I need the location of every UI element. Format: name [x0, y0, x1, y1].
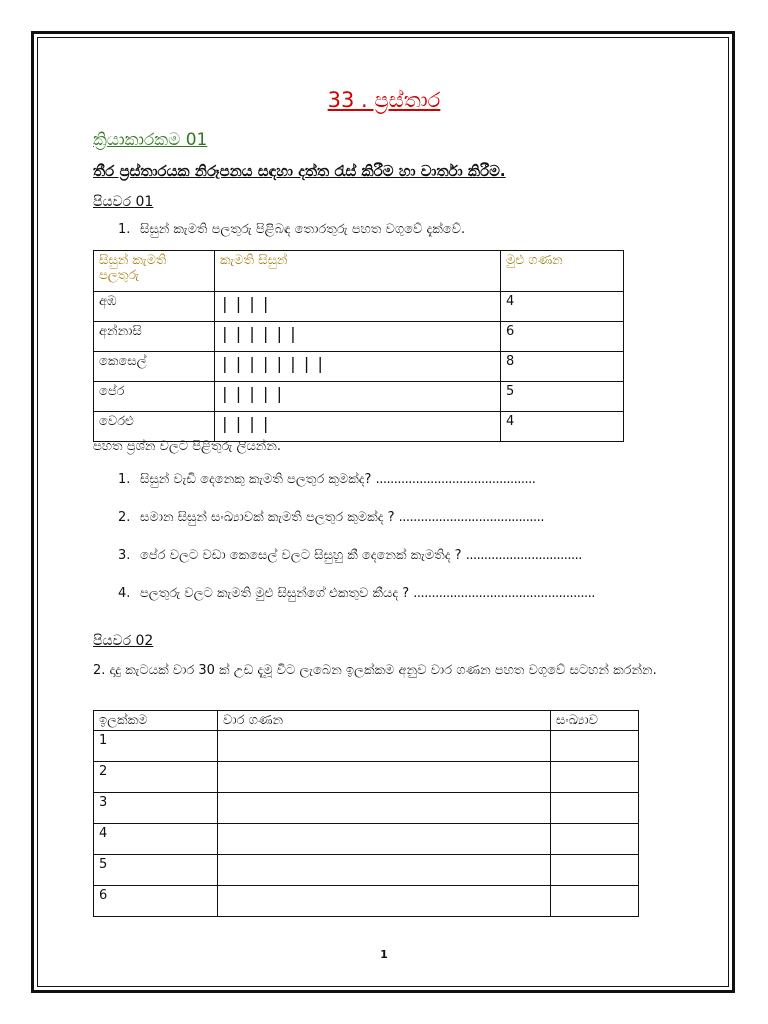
tally-cell: |||| — [215, 292, 501, 322]
step-1-label: පියවර 01 — [93, 194, 154, 210]
table-row — [94, 886, 639, 917]
total-cell: 6 — [501, 322, 624, 352]
tally-input-cell[interactable] — [218, 762, 551, 793]
table-row — [94, 793, 639, 824]
table-row — [94, 855, 639, 886]
tally-cell: |||||| — [215, 322, 501, 352]
activity-heading: ක්‍රියාකාරකම 01 — [93, 130, 208, 150]
tally-input-cell[interactable] — [218, 731, 551, 762]
instruction-number: 1. — [118, 222, 131, 237]
question-text: සිසුන් වැඩි දෙනෙකු කැමති පලතුර කුමක්ද? — [140, 472, 372, 487]
table-row — [94, 731, 639, 762]
activity-subtitle: තීර ප්‍රස්තාරයක නිරූපනය සඳහා දත්ත රැස් කිරීම හා වාර්තා කිරීම. — [93, 162, 506, 180]
answer-blank[interactable]: ........................................ — [398, 510, 544, 525]
question-number: 3. — [118, 548, 131, 563]
question-number: 1. — [118, 472, 131, 487]
table-header-row — [94, 711, 639, 731]
question-number: 2. — [118, 510, 131, 525]
fruit-cell: අන්නාසි — [94, 322, 215, 352]
question-text: පලතුරු වලට කැමති මුළු සිසුන්ගේ එකතුව කීයද ? — [140, 586, 410, 601]
tally-input-cell[interactable] — [218, 793, 551, 824]
table-row — [94, 292, 624, 322]
table-row — [94, 352, 624, 382]
total-cell: 4 — [501, 412, 624, 442]
dice-tally-table — [93, 710, 639, 917]
tally-input-cell[interactable] — [218, 824, 551, 855]
digit-cell: 6 — [94, 886, 218, 917]
step-2-label: පියවර 02 — [93, 633, 154, 649]
header-fruit: සිසුන් කැමති පලතුරු — [94, 251, 215, 292]
page-number: 1 — [380, 948, 388, 961]
table-row — [94, 824, 639, 855]
tally-input-cell[interactable] — [218, 886, 551, 917]
count-input-cell[interactable] — [551, 824, 639, 855]
digit-cell: 2 — [94, 762, 218, 793]
answer-blank[interactable]: ................................ — [465, 548, 582, 563]
table-row — [94, 762, 639, 793]
header-count: සංඛ්‍යාව — [551, 711, 639, 731]
question-1 — [118, 472, 535, 487]
instruction-text: සිසුන් කැමති පලතුරු පිළිබඳ තොරතුරු පහත වගුවේ දැක්වේ. — [140, 222, 466, 237]
fruit-cell: කෙසෙල් — [94, 352, 215, 382]
page-title: 33 . ප්‍රස්තාර — [327, 88, 441, 112]
tally-cell: |||||||| — [215, 352, 501, 382]
count-input-cell[interactable] — [551, 762, 639, 793]
count-input-cell[interactable] — [551, 886, 639, 917]
question-text: සමාන සිසුන් සංඛ්‍යාවක් කැමති පලතුර කුමක්ද ? — [140, 510, 395, 525]
count-input-cell[interactable] — [551, 855, 639, 886]
digit-cell: 5 — [94, 855, 218, 886]
count-input-cell[interactable] — [551, 731, 639, 762]
fruit-cell: අඹ — [94, 292, 215, 322]
header-tally: කැමති සිසුන් — [215, 251, 501, 292]
table-row — [94, 382, 624, 412]
digit-cell: 1 — [94, 731, 218, 762]
question-number: 4. — [118, 586, 131, 601]
questions-intro: පහත ප්‍රශ්න වලට පිළිතුරු ලියන්න. — [93, 439, 282, 454]
answer-blank[interactable]: ............................................ — [375, 472, 536, 487]
answer-blank[interactable]: .................................................. — [413, 586, 595, 601]
total-cell: 8 — [501, 352, 624, 382]
total-cell: 4 — [501, 292, 624, 322]
header-digit: ඉලක්කම — [94, 711, 218, 731]
question-4 — [118, 586, 595, 601]
step-1-instruction — [118, 222, 465, 237]
fruit-cell: වෙරළු — [94, 412, 215, 442]
header-total: මුළු ගණන — [501, 251, 624, 292]
table-row — [94, 412, 624, 442]
digit-cell: 3 — [94, 793, 218, 824]
fruit-tally-table — [93, 250, 624, 442]
digit-cell: 4 — [94, 824, 218, 855]
total-cell: 5 — [501, 382, 624, 412]
header-tally: වාර ගණන — [218, 711, 551, 731]
question-3 — [118, 548, 582, 563]
question-2 — [118, 510, 544, 525]
step-2-instruction: 2. දාදු කැටයක් වාර 30 ක් උඩ දැමූ විට ලැබෙන ඉලක්කම අනුව වාර ගණන පහත වගුවේ සටහන් කරන්න. — [93, 663, 657, 678]
fruit-cell: පේර — [94, 382, 215, 412]
tally-cell: ||||| — [215, 382, 501, 412]
table-row — [94, 322, 624, 352]
question-text: පේර වලට වඩා කෙසෙල් වලට සිසුහු කී දෙනෙක් කැමතිද ? — [140, 548, 462, 563]
tally-cell: |||| — [215, 412, 501, 442]
table-header-row — [94, 251, 624, 292]
tally-input-cell[interactable] — [218, 855, 551, 886]
count-input-cell[interactable] — [551, 793, 639, 824]
